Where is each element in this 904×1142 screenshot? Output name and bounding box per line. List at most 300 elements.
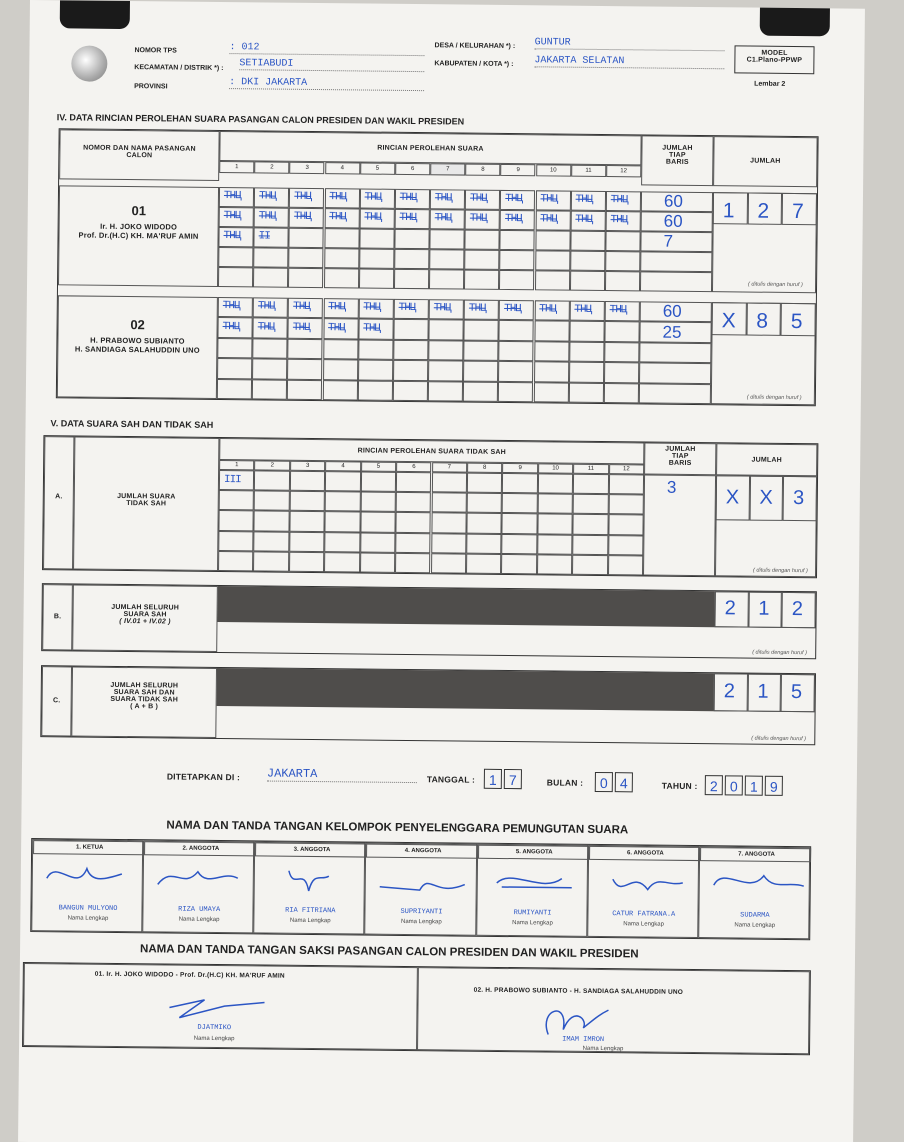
- tally-cell: [606, 191, 641, 211]
- kpps-signature: [37, 858, 142, 904]
- tally-cell: [535, 250, 570, 270]
- jumlah-digit-cell: [714, 673, 748, 711]
- date-digit-box: 0: [595, 772, 613, 792]
- row-b-label2: SUARA SAH: [123, 611, 167, 619]
- tally-cell: [463, 340, 498, 361]
- ditetapkan-label: DITETAPKAN DI :: [166, 771, 241, 783]
- tally-cell: [534, 361, 569, 382]
- tally-cell: [218, 267, 253, 287]
- row-a-total: 3: [666, 477, 677, 497]
- row-total-cell: [640, 231, 712, 252]
- kpps-title: NAMA DAN TANDA TANGAN KELOMPOK PENYELENGGARA PEMUNGUTAN SUARA: [166, 819, 629, 837]
- col-number-7: 7: [430, 163, 465, 175]
- saksi-left-nama-lengkap: Nama Lengkap: [193, 1035, 235, 1043]
- tally-cell: [288, 339, 323, 360]
- kpps-nama-lengkap: Nama Lengkap: [512, 920, 553, 927]
- tally-cell-v: [254, 531, 290, 552]
- tally-cell-v: [502, 473, 538, 494]
- col-number-4: 4: [325, 162, 360, 174]
- tally-cell-v: [431, 472, 467, 493]
- tally-mark: ТНЦ: [468, 302, 486, 315]
- jumlah-digit: 2: [723, 680, 736, 703]
- tally-cell: [393, 360, 428, 381]
- row-total-value: 7: [663, 231, 674, 251]
- jumlah-digit-cell: [714, 591, 748, 627]
- tally-mark: ТНЦ: [504, 212, 522, 226]
- col-header-nama-text: NOMOR DAN NAMA PASANGAN CALON: [83, 144, 196, 160]
- kpps-role-label: 7. ANGGOTA: [738, 851, 775, 858]
- tally-cell: [535, 230, 570, 250]
- row-a-label: JUMLAH SUARA TIDAK SAH: [117, 492, 176, 508]
- col-number-12: 12: [606, 165, 641, 177]
- tally-cell: [358, 339, 393, 360]
- tally-mark: ТНЦ: [257, 300, 275, 313]
- date-digit-box: 1: [745, 776, 763, 796]
- lembar-label: Lembar 2: [754, 80, 786, 88]
- col-number-v-9: 9: [502, 463, 538, 473]
- tally-mark: ТНЦ: [328, 301, 346, 314]
- kpps-member-cell: [254, 841, 366, 934]
- tally-mark: ТНЦ: [257, 320, 275, 334]
- saksi-left-signature: [164, 987, 274, 1028]
- row-a-letter: A.: [55, 493, 63, 501]
- col-header-rincian: [219, 131, 641, 165]
- tally-cell: [357, 380, 392, 401]
- jumlah-digit-cell: [749, 476, 783, 521]
- col-number-9: 9: [501, 164, 536, 176]
- row-total-cell: [640, 251, 712, 272]
- col-header-rincian-tidak-sah-text: RINCIAN PEROLEHAN SUARA TIDAK SAH: [357, 447, 506, 457]
- tally-cell: [570, 191, 605, 211]
- tally-cell: [322, 380, 357, 401]
- jumlah-digit: 2: [791, 598, 804, 621]
- tally-cell: [604, 321, 639, 342]
- jumlah-digit: 1: [757, 680, 769, 703]
- tally-cell-v: [396, 492, 432, 513]
- nomor-tps-value: : 012: [229, 42, 424, 56]
- tally-cell: [394, 269, 429, 289]
- tally-cell-v: [572, 534, 608, 555]
- saksi-left-label: 01. Ir. H. JOKO WIDODO - Prof. Dr.(H.C) KH. MA'RUF AMIN: [94, 970, 285, 980]
- tally-cell: [500, 210, 535, 230]
- tally-cell: [463, 361, 498, 382]
- tally-cell: [358, 360, 393, 381]
- tally-cell: [359, 248, 394, 268]
- tally-cell: [324, 248, 359, 268]
- kpps-member-cell: [365, 843, 477, 936]
- saksi-signature-table: [22, 962, 811, 1055]
- tally-cell: [358, 319, 393, 340]
- tally-mark: ТНЦ: [610, 194, 628, 207]
- row-total-cell: [640, 301, 712, 322]
- row-b-note: ( ditulis dengan huruf ): [752, 649, 807, 657]
- row-total-cell: [640, 271, 712, 292]
- col-number-v-4: 4: [325, 461, 361, 471]
- kpps-member-name: SUPRIYANTI: [400, 907, 443, 917]
- kpps-member-cell: [31, 839, 143, 932]
- tally-mark: ТНЦ: [328, 321, 345, 334]
- jumlah-digit-cell: [782, 592, 816, 628]
- row-total-cell: [639, 322, 711, 343]
- binder-clip-right: [760, 8, 830, 37]
- kpps-nama-lengkap: Nama Lengkap: [400, 918, 442, 926]
- tally-cell: [323, 318, 358, 339]
- tally-cell: [428, 340, 463, 361]
- col-number-v-7: 7: [432, 462, 468, 472]
- tally-cell: [500, 190, 535, 210]
- tally-cell: [568, 382, 603, 403]
- bulan-label: BULAN :: [546, 777, 584, 788]
- tally-cell: [465, 190, 500, 210]
- tally-cell: [428, 360, 463, 381]
- tally-cell: [533, 382, 568, 403]
- tally-mark: ТНЦ: [329, 211, 347, 224]
- kabupaten-value: JAKARTA SELATAN: [534, 55, 724, 69]
- tally-cell-v: [467, 493, 503, 514]
- tally-cell: [534, 270, 569, 290]
- kpps-role-header: [589, 846, 700, 861]
- tally-cell-v: [218, 510, 254, 531]
- saksi-right-name: IMAM IMRON: [562, 1035, 605, 1045]
- tally-cell-v: [431, 533, 467, 554]
- tally-cell-v: [395, 532, 431, 553]
- jumlah-digit: 1: [722, 199, 735, 223]
- tally-cell-v: [608, 535, 644, 556]
- col-number-11: 11: [571, 165, 606, 177]
- saksi-left-cell: [23, 963, 418, 1050]
- tally-mark: ТНЦ: [258, 210, 276, 223]
- tally-cell-v: [573, 514, 609, 535]
- tally-mark: ТНЦ: [222, 300, 240, 313]
- tally-cell-v: [573, 474, 609, 495]
- section-v-title: V. DATA SUARA SAH DAN TIDAK SAH: [50, 418, 214, 430]
- tally-cell: [323, 359, 358, 380]
- binder-clip-left: [60, 0, 130, 29]
- candidate-02-jumlah-cell: [711, 302, 816, 405]
- tally-cell: [324, 188, 359, 208]
- kpps-signature: [259, 860, 364, 906]
- tally-cell: [323, 339, 358, 360]
- tally-mark: ТНЦ: [575, 193, 593, 206]
- candidate-01-name-cell: [58, 185, 219, 287]
- jumlah-digit-cell: [781, 674, 815, 712]
- tally-mark: ТНЦ: [505, 192, 523, 206]
- col-number-v-11: 11: [573, 464, 609, 474]
- tally-cell: [604, 342, 639, 363]
- tally-cell-v: [537, 534, 573, 555]
- tally-cell: [219, 187, 254, 207]
- tally-mark: ТНЦ: [223, 230, 241, 243]
- section-v-table-b: [41, 583, 817, 659]
- tally-cell-v: [360, 512, 396, 533]
- tally-cell: [499, 270, 534, 290]
- provinsi-label: PROVINSI: [134, 83, 168, 91]
- row-total-value: 60: [663, 211, 683, 231]
- tally-cell-v: [219, 490, 255, 511]
- tally-cell: [288, 318, 323, 339]
- jumlah-digit: 7: [791, 199, 804, 224]
- tally-cell: [393, 380, 428, 401]
- jumlah-digit: 8: [756, 309, 769, 333]
- tally-mark: ТНЦ: [364, 191, 382, 204]
- row-b-letter: B.: [53, 613, 62, 621]
- tally-cell: [218, 227, 253, 247]
- row-total-value: 25: [662, 322, 682, 342]
- tally-cell: [359, 208, 394, 228]
- date-digit-box: 0: [725, 775, 743, 795]
- tally-cell: [289, 248, 324, 268]
- tally-cell: [428, 320, 463, 341]
- tally-mark: ТНЦ: [469, 212, 487, 225]
- section-iv-title: IV. DATA RINCIAN PEROLEHAN SUARA PASANGAN CALON PRESIDEN DAN WAKIL PRESIDEN: [56, 112, 465, 127]
- date-digit-box: 9: [765, 776, 783, 796]
- kpps-role-header: [700, 847, 811, 862]
- tally-cell: [252, 379, 287, 400]
- date-digit-box: 1: [484, 769, 502, 789]
- tally-mark: ТНЦ: [222, 320, 240, 333]
- jumlah-digit: 2: [724, 597, 736, 620]
- tally-cell: [394, 229, 429, 249]
- tally-cell-v: [289, 552, 325, 573]
- tally-cell: [253, 297, 288, 318]
- date-digit-box: 7: [504, 769, 522, 789]
- tally-cell: [464, 300, 499, 321]
- tally-cell: [605, 271, 640, 291]
- tally-mark: II: [258, 230, 270, 243]
- date-digit-box: 2: [705, 775, 723, 795]
- jumlah-digit: 5: [790, 681, 803, 704]
- tally-cell: [289, 208, 324, 228]
- row-total-value: 60: [662, 301, 682, 322]
- col-header-jumlah-tiap-v: [644, 442, 716, 475]
- tally-cell: [464, 270, 499, 290]
- tally-mark-v: III: [223, 474, 241, 487]
- kabupaten-label: KABUPATEN / KOTA *) :: [434, 60, 514, 69]
- col-number-5: 5: [360, 162, 395, 174]
- tally-cell-v: [466, 553, 502, 574]
- tally-cell: [604, 301, 639, 322]
- tally-cell: [569, 341, 604, 362]
- tally-cell: [287, 359, 322, 380]
- row-b-label1: JUMLAH SELURUH: [111, 603, 180, 612]
- tally-cell: [498, 382, 533, 403]
- candidate-02-note: ( ditulis dengan huruf ): [746, 394, 802, 402]
- candidate-02-name1: H. PRABOWO SUBIANTO: [90, 335, 185, 346]
- kpps-role-header: [255, 842, 366, 857]
- tally-cell: [289, 228, 324, 248]
- kpps-signature: [370, 862, 475, 908]
- tally-mark: ТНЦ: [399, 191, 417, 205]
- tally-mark: ТНЦ: [398, 302, 416, 315]
- tally-mark: ТНЦ: [223, 190, 241, 203]
- kpps-member-cell: [587, 845, 699, 938]
- candidate-01-number: 01: [131, 203, 147, 219]
- tally-cell: [500, 230, 535, 250]
- tally-cell: [465, 230, 500, 250]
- col-number-3: 3: [290, 162, 325, 174]
- candidate-01-name2: Prof. Dr.(H.C) KH. MA'RUF AMIN: [78, 230, 199, 241]
- col-number-v-5: 5: [361, 461, 397, 471]
- tally-cell-v: [502, 534, 538, 555]
- col-number-v-2: 2: [254, 460, 290, 470]
- tally-cell: [254, 187, 289, 207]
- row-c-letter: C.: [52, 697, 61, 705]
- kpps-member-cell: [698, 846, 810, 939]
- tally-mark: ТНЦ: [610, 214, 628, 227]
- tally-cell-v: [608, 474, 644, 495]
- tally-cell: [429, 269, 464, 289]
- tally-cell-v: [218, 551, 254, 572]
- tally-cell: [324, 228, 359, 248]
- kpps-member-name: RUMIYANTI: [513, 909, 552, 918]
- kpps-role-label: 6. ANGGOTA: [627, 850, 664, 857]
- col-number-v-1: 1: [219, 460, 255, 470]
- jumlah-digit: X: [725, 485, 740, 508]
- tally-cell-v: [360, 532, 396, 553]
- tally-cell: [464, 320, 499, 341]
- kpps-nama-lengkap: Nama Lengkap: [623, 921, 665, 928]
- col-number-8: 8: [465, 164, 500, 176]
- tally-cell-v: [466, 533, 502, 554]
- kpps-nama-lengkap: Nama Lengkap: [178, 916, 220, 924]
- section-v-table-a: [42, 435, 818, 578]
- kpps-role-label: 2. ANGGOTA: [182, 845, 220, 853]
- tally-cell-v: [325, 491, 361, 512]
- tally-cell: [500, 250, 535, 270]
- row-a-total-cell: [643, 474, 716, 576]
- date-digit-box: 4: [615, 772, 633, 792]
- jumlah-digit: 3: [792, 486, 805, 509]
- kpps-nama-lengkap: Nama Lengkap: [67, 915, 109, 922]
- tally-mark: ТНЦ: [223, 210, 241, 223]
- col-header-jumlah: [713, 136, 818, 187]
- col-header-jumlah-tiap: [641, 135, 714, 186]
- tally-cell: [394, 299, 429, 320]
- tally-cell-v: [501, 554, 537, 575]
- kpps-member-name: RIA FITRIANA: [285, 906, 336, 916]
- tahun-label: TAHUN :: [661, 780, 698, 792]
- tally-cell: [394, 209, 429, 229]
- tally-cell: [569, 321, 604, 342]
- candidate-01-name1: Ir. H. JOKO WIDODO: [100, 221, 178, 232]
- saksi-right-label: 02. H. PRABOWO SUBIANTO - H. SANDIAGA SALAHUDDIN UNO: [473, 986, 684, 996]
- tally-cell: [498, 361, 533, 382]
- tally-cell: [535, 190, 570, 210]
- row-a-label-cell: [73, 436, 219, 571]
- tally-cell: [288, 268, 323, 288]
- jumlah-digit: 2: [757, 199, 770, 223]
- tally-mark: ТНЦ: [504, 303, 521, 316]
- tally-cell: [499, 300, 534, 321]
- tally-cell: [395, 189, 430, 209]
- row-total-cell: [639, 383, 711, 404]
- row-c-label1: JUMLAH SELURUH: [110, 681, 179, 690]
- tally-cell-v: [360, 492, 396, 513]
- tally-cell-v: [289, 531, 325, 552]
- candidate-01-jumlah-cell: [712, 192, 817, 293]
- kecamatan-value: SETIABUDI: [239, 58, 424, 72]
- tally-cell-v: [537, 494, 573, 515]
- row-total-cell: [641, 211, 713, 232]
- tally-cell: [430, 209, 465, 229]
- tally-cell: [535, 210, 570, 230]
- col-number-v-6: 6: [396, 462, 432, 472]
- saksi-left-name: DJATMIKO: [197, 1023, 232, 1033]
- candidate-02-name-cell: [57, 295, 218, 399]
- tally-cell-v: [537, 554, 573, 575]
- kpps-role-header: [144, 841, 255, 856]
- tally-mark: ТНЦ: [329, 191, 347, 204]
- tally-cell-v: [608, 514, 644, 535]
- row-b-label-cell: [72, 584, 218, 652]
- tally-cell-v: [608, 494, 644, 515]
- tally-cell: [429, 299, 464, 320]
- tally-cell: [253, 318, 288, 339]
- tally-cell-v: [360, 552, 396, 573]
- row-c-label4: ( A + B ): [130, 703, 159, 711]
- tally-cell: [428, 381, 463, 402]
- tally-cell: [394, 249, 429, 269]
- row-c-letter-cell: [41, 666, 72, 736]
- model-label: MODEL: [761, 49, 788, 57]
- tally-cell: [570, 231, 605, 251]
- tally-cell: [358, 298, 393, 319]
- col-header-rincian-text: RINCIAN PEROLEHAN SUARA: [377, 144, 484, 153]
- tally-cell-v: [431, 492, 467, 513]
- tally-cell: [288, 298, 323, 319]
- tally-cell: [323, 268, 358, 288]
- row-total-value: 60: [663, 191, 683, 211]
- tally-cell: [219, 207, 254, 227]
- col-header-jumlah-v-text: JUMLAH: [751, 456, 782, 464]
- tally-cell: [463, 381, 498, 402]
- col-number-v-12: 12: [609, 464, 645, 474]
- kpps-signature: [481, 863, 586, 909]
- col-number-2: 2: [254, 161, 289, 173]
- tally-cell: [534, 341, 569, 362]
- tally-cell-v: [218, 531, 254, 552]
- tally-mark: ТНЦ: [539, 303, 557, 316]
- tally-cell: [218, 247, 253, 267]
- tally-cell-v: [572, 555, 608, 576]
- tally-cell: [393, 340, 428, 361]
- tally-cell: [604, 362, 639, 383]
- tally-cell: [464, 250, 499, 270]
- tally-cell-v: [253, 551, 289, 572]
- tally-cell-v: [289, 491, 325, 512]
- kpps-member-name: RIZA UMAYA: [178, 905, 221, 915]
- row-c-shaded: [217, 668, 714, 711]
- row-total-cell: [639, 342, 711, 363]
- tally-cell-v: [289, 511, 325, 532]
- tally-cell-v: [254, 511, 290, 532]
- tally-cell: [218, 297, 253, 318]
- row-total-cell: [639, 363, 711, 384]
- col-header-nama: [59, 129, 220, 181]
- tally-cell: [534, 300, 569, 321]
- tally-cell: [254, 207, 289, 227]
- tally-cell: [429, 249, 464, 269]
- tally-mark: ТНЦ: [363, 322, 381, 335]
- tally-cell: [534, 321, 569, 342]
- row-b-label3: ( IV.01 + IV.02 ): [119, 617, 171, 626]
- row-c-label3: SUARA TIDAK SAH: [110, 695, 179, 704]
- row-total-cell: [641, 191, 713, 212]
- col-number-v-8: 8: [467, 463, 503, 473]
- col-header-jumlah-text: JUMLAH: [750, 157, 781, 165]
- tally-cell: [287, 379, 322, 400]
- tally-mark: ТНЦ: [259, 190, 276, 203]
